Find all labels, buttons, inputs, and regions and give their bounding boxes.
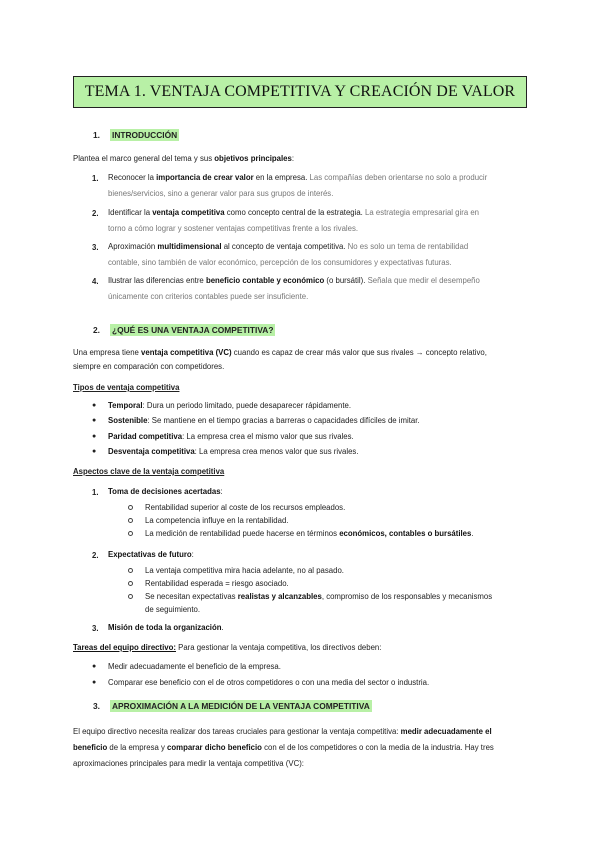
item-bold: Temporal — [108, 401, 143, 410]
list-item — [108, 273, 528, 304]
list-item — [108, 414, 420, 428]
item-note: torno a cómo lograr y sostener ventajas competitivas frente a los rivales. — [108, 223, 359, 233]
tipos-heading: Tipos de ventaja competitiva — [73, 383, 180, 392]
item-text: (o bursátil). — [324, 276, 368, 285]
item-text: en la empresa. — [253, 173, 310, 182]
bullet: ● — [92, 433, 97, 440]
sub-bullet — [128, 531, 133, 536]
intro-text: Plantea el marco general del tema y sus — [73, 154, 215, 163]
item-bold: multidimensional — [157, 242, 222, 251]
item-bold: Toma de decisiones acertadas — [108, 487, 221, 496]
section-title: INTRODUCCIÓN — [112, 130, 178, 140]
list-number: 1. — [92, 174, 99, 183]
definition-paragraph — [73, 346, 487, 374]
text-bold: medir adecuadamente el — [400, 727, 492, 736]
text: El equipo directivo necesita realizar dos tareas cruciales para gestionar la ventaja competitiva: — [73, 727, 401, 736]
item-text: Reconocer la — [108, 173, 157, 182]
sub-bullet — [128, 568, 133, 573]
sub-item — [145, 527, 535, 540]
item-bold: económicos, contables o bursátiles — [339, 529, 472, 538]
tareas-heading: Tareas del equipo directivo: — [73, 643, 176, 652]
section-number: 1. — [93, 130, 100, 140]
item-bold: importancia de crear valor — [156, 173, 254, 182]
item-text: Aproximación — [108, 242, 158, 251]
text: Una empresa tiene — [73, 348, 142, 357]
item-text: . — [471, 529, 474, 538]
item-note: No es solo un tema de rentabilidad — [347, 242, 469, 251]
bullet: ● — [92, 417, 97, 424]
item-text: Identificar la — [108, 208, 153, 217]
sub-bullet — [128, 594, 133, 599]
item-text: : Se mantiene en el tiempo gracias a barreras o capacidades difíciles de imitar. — [147, 416, 420, 425]
section-title: ¿QUÉ ES UNA VENTAJA COMPETITIVA? — [112, 325, 274, 335]
item-bold: Desventaja competitiva — [108, 447, 195, 456]
bullet: ● — [92, 402, 97, 409]
item-bold: ventaja competitiva — [152, 208, 225, 217]
sub-item: Rentabilidad esperada = riesgo asociado. — [145, 579, 289, 588]
item-text: de seguimiento. — [145, 605, 201, 614]
text: de la empresa y — [107, 743, 168, 752]
text: siempre en comparación con competidores. — [73, 362, 225, 371]
item-text: : Dura un periodo limitado, puede desaparecer rápidamente. — [142, 401, 351, 410]
sub-bullet — [128, 505, 133, 510]
intro-colon: : — [291, 154, 295, 163]
item-text: , compromiso de los responsables y mecanismos — [321, 592, 493, 601]
list-number: 3. — [92, 624, 99, 633]
section-number: 2. — [93, 325, 100, 335]
item-text: Ilustrar las diferencias entre — [108, 276, 206, 285]
list-item — [108, 430, 354, 444]
section-number: 3. — [93, 701, 100, 711]
list-item — [108, 399, 351, 413]
sub-item: Rentabilidad superior al coste de los recursos empleados. — [145, 503, 346, 512]
list-number: 4. — [92, 277, 99, 286]
item-note: Señala que medir el desempeño — [367, 276, 480, 285]
item-text: : La empresa crea el mismo valor que sus rivales. — [182, 432, 354, 441]
list-item: Medir adecuadamente el beneficio de la empresa. — [108, 662, 281, 671]
list-number: 3. — [92, 243, 99, 252]
item-text: . — [221, 623, 224, 632]
item-bold: beneficio contable y económico — [205, 276, 325, 285]
text: Para gestionar la ventaja competitiva, los directivos deben: — [175, 643, 382, 652]
item-text: como concepto central de la estrategia. — [224, 208, 366, 217]
list-item — [108, 548, 194, 562]
item-text: Se necesitan expectativas — [145, 592, 238, 601]
tareas-paragraph — [73, 641, 381, 655]
item-text: : — [191, 550, 194, 559]
item-bold: Expectativas de futuro — [108, 550, 192, 559]
sub-bullet — [128, 581, 133, 586]
item-note: La estrategia empresarial gira en — [365, 208, 480, 217]
text: con el de los competidores o con la media de la industria. Hay tres — [261, 743, 494, 752]
item-text: al concepto de ventaja competitiva. — [221, 242, 348, 251]
measurement-paragraph — [73, 724, 494, 772]
sub-item — [145, 590, 535, 616]
list-item — [108, 170, 528, 201]
section-title: APROXIMACIÓN A LA MEDICIÓN DE LA VENTAJA COMPETITIVA — [112, 701, 370, 711]
list-item — [108, 445, 358, 459]
item-bold: Misión de toda la organización — [108, 623, 222, 632]
list-item — [108, 205, 528, 236]
item-bold: Sostenible — [108, 416, 148, 425]
sub-item: La competencia influye en la rentabilidad. — [145, 516, 289, 525]
list-item — [108, 621, 224, 635]
sub-bullet — [128, 518, 133, 523]
title-box — [73, 76, 527, 108]
item-bold: realistas y alcanzables — [237, 592, 322, 601]
text: cuando es capaz de crear más valor que sus rivales → concepto relativo, — [231, 348, 487, 357]
list-item — [108, 239, 528, 270]
list-number: 2. — [92, 551, 99, 560]
list-number: 2. — [92, 209, 99, 218]
text: aproximaciones principales para medir la ventaja competitiva (VC): — [73, 759, 304, 768]
bullet: ● — [92, 663, 97, 670]
item-bold: Paridad competitiva — [108, 432, 183, 441]
text-bold: beneficio — [73, 743, 108, 752]
item-text: : La empresa crea menos valor que sus rivales. — [194, 447, 359, 456]
aspectos-heading: Aspectos clave de la ventaja competitiva — [73, 467, 225, 476]
sub-item: La ventaja competitiva mira hacia adelante, no al pasado. — [145, 566, 344, 575]
list-item — [108, 485, 223, 499]
item-note: bienes/servicios, sino a generar valor para sus grupos de interés. — [108, 188, 334, 198]
intro-bold: objetivos principales — [214, 154, 292, 163]
text-bold: comparar dicho beneficio — [167, 743, 262, 752]
list-item: Comparar ese beneficio con el de otros competidores o con una media del sector o industria. — [108, 678, 430, 687]
item-text: : — [220, 487, 223, 496]
bullet: ● — [92, 679, 97, 686]
item-note: Las compañías deben orientarse no solo a producir — [309, 173, 488, 182]
text-bold: ventaja competitiva (VC) — [141, 348, 232, 357]
page-title: TEMA 1. VENTAJA COMPETITIVA Y CREACIÓN DE VALOR — [84, 83, 516, 100]
list-number: 1. — [92, 488, 99, 497]
item-note: únicamente con criterios contables puede ser insuficiente. — [108, 291, 309, 301]
item-note: contable, sino también de valor económico, percepción de los consumidores y expectativas futuras. — [108, 257, 452, 267]
intro-paragraph — [73, 152, 294, 166]
bullet: ● — [92, 448, 97, 455]
item-text: La medición de rentabilidad puede hacerse en términos — [145, 529, 340, 538]
